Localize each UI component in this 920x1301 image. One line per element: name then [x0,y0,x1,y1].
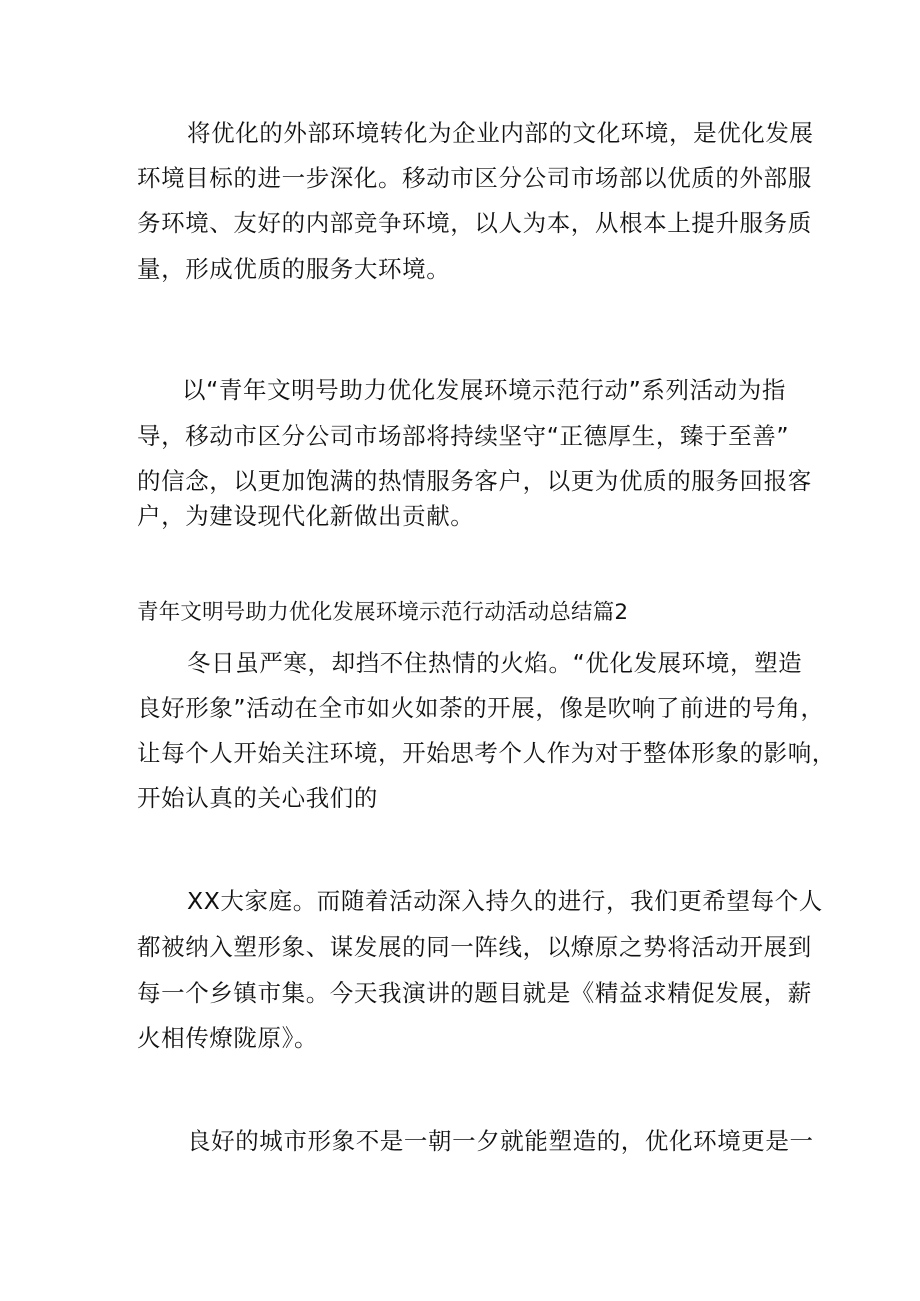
paragraph-1-line-1: 将优化的外部环境转化为企业内部的文化环境，是优化发展 [187,119,814,147]
paragraph-1-line-3: 务环境、友好的内部竞争环境，以人为本，从根本上提升服务质 [137,209,812,237]
paragraph-3-line-2: 良好形象”活动在全市如火如荼的开展，像是吹响了前进的号角， [137,694,825,722]
paragraph-4-line-2: 都被纳入塑形象、谋发展的同一阵线，以燎原之势将活动开展到 [137,933,812,961]
paragraph-2-line-3: 的信念，以更加饱满的热情服务客户，以更为优质的服务回报客 [137,467,812,495]
paragraph-5-line-1: 良好的城市形象不是一朝一夕就能塑造的，优化环境更是一 [187,1127,814,1155]
paragraph-4-line-4: 火相传燎陇原》。 [137,1024,319,1052]
paragraph-1-line-2: 环境目标的进一步深化。移动市区分公司市场部以优质的外部服 [137,164,812,192]
paragraph-3-line-1: 冬日虽严寒，却挡不住热情的火焰。“优化发展环境，塑造 [187,649,803,677]
paragraph-4-line-3: 每一个乡镇市集。今天我演讲的题目就是《精益求精促发展，薪 [137,979,812,1007]
paragraph-2-line-1: 以“青年文明号助力优化发展环境示范行动”系列活动为指 [182,376,786,404]
paragraph-3-line-4: 开始认真的关心我们的 [137,784,378,812]
paragraph-2-line-4: 户，为建设现代化新做出贡献。 [137,502,475,530]
paragraph-1-line-4: 量，形成优质的服务大环境。 [137,255,451,283]
paragraph-2-line-2: 导，移动市区分公司市场部将持续坚守“正德厚生，臻于至善” [137,422,790,450]
paragraph-3-line-3: 让每个人开始关注环境，开始思考个人作为对于整体形象的影响， [137,739,836,767]
section-heading: 青年文明号助力优化发展环境示范行动活动总结篇2 [137,600,629,625]
paragraph-4-line-1: XX大家庭。而随着活动深入持久的进行，我们更希望每个人 [187,887,823,915]
